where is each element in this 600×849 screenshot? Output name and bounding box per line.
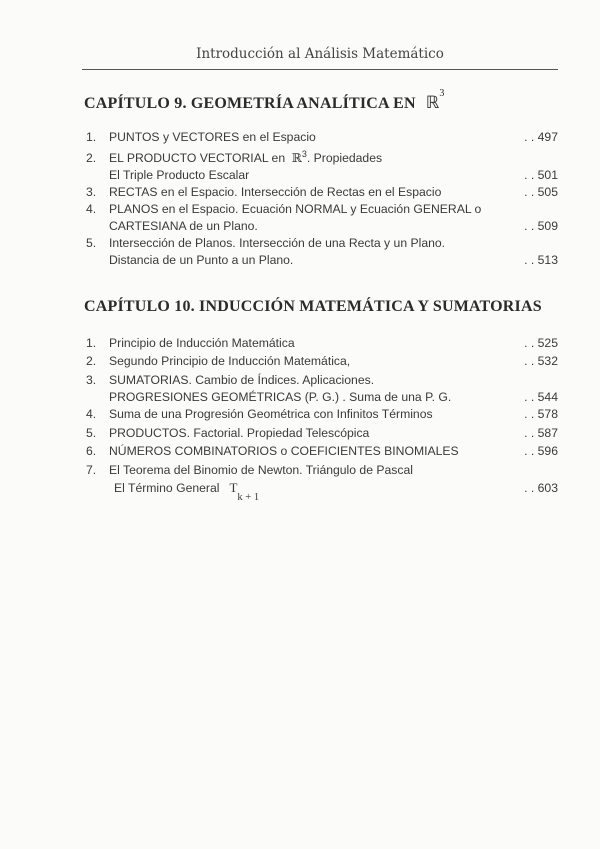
entry-number: 6. (86, 444, 97, 458)
entry-title: RECTAS en el Espacio. Intersección de Rectas en el Espacio (109, 185, 442, 199)
r3-inline-symbol: ℝ (291, 151, 302, 165)
entry-title: Principio de Inducción Matemática (109, 336, 295, 350)
entry-title: Suma de una Progresión Geométrica con Infinitos Términos (109, 407, 433, 421)
entry-page: . . 509 (524, 218, 558, 233)
toc-entry-10-6[interactable] (84, 443, 558, 460)
toc-entry-10-4[interactable] (84, 406, 558, 423)
entry-title-cont: Distancia de un Punto a un Plano. (109, 252, 294, 267)
entry-page: . . 505 (524, 185, 558, 199)
entry-number: 3. (86, 185, 97, 199)
entry-number: 5. (86, 236, 97, 250)
entry-page: . . 532 (524, 354, 558, 368)
entry-number: 3. (86, 373, 97, 387)
chapter-10-title: CAPÍTULO 10. INDUCCIÓN MATEMÁTICA Y SUMATORIAS (84, 298, 542, 315)
entry-title: PUNTOS y VECTORES en el Espacio (109, 130, 316, 144)
entry-number: 4. (86, 202, 97, 216)
entry-title: EL PRODUCTO VECTORIAL en ℝ$^3$. Propiedades (109, 149, 383, 165)
toc-entry-9-2[interactable] (84, 150, 558, 184)
entry-page: . . 525 (524, 336, 558, 350)
toc-entry-9-4[interactable] (84, 201, 558, 235)
entry-number: 7. (86, 463, 97, 477)
entry-title-cont: CARTESIANA de un Plano. (109, 218, 258, 233)
toc-entry-9-5[interactable] (84, 235, 558, 269)
entry-number: 4. (86, 407, 97, 421)
r3-exponent: 3 (439, 87, 445, 99)
r3-inline-exponent: 3 (301, 149, 307, 159)
entry-number: 5. (86, 426, 97, 440)
entry-title-cont: El Término General Tk + 1 (114, 479, 260, 503)
entry-page: . . 544 (524, 389, 558, 404)
entry-number: 2. (86, 354, 97, 368)
entry-title-cont: El Triple Producto Escalar (109, 167, 250, 182)
entry-page: . . 513 (524, 252, 558, 267)
toc-entry-9-1[interactable] (84, 129, 558, 146)
toc-entry-10-2[interactable] (84, 353, 558, 370)
running-head: Introducción al Análisis Matemático (196, 46, 444, 62)
header-rule (82, 69, 558, 70)
toc-entry-9-3[interactable] (84, 184, 558, 201)
r3-symbol: ℝ (425, 93, 440, 112)
term-subscript: k + 1 (237, 491, 260, 503)
chapter-9-heading (84, 87, 445, 113)
chapter-9-title: CAPÍTULO 9. GEOMETRÍA ANALÍTICA EN (84, 95, 416, 112)
entry-page: . . 501 (524, 167, 558, 182)
entry-title: SUMATORIAS. Cambio de Índices. Aplicaciones. (109, 373, 375, 387)
entry-title: PLANOS en el Espacio. Ecuación NORMAL y Ecuación GENERAL o (109, 202, 482, 216)
entry-title: El Teorema del Binomio de Newton. Triángulo de Pascal (109, 463, 413, 477)
entry-number: 1. (86, 130, 97, 144)
toc-entry-10-5[interactable] (84, 425, 558, 442)
term-symbol: T (229, 479, 238, 495)
toc-entry-10-7[interactable] (84, 462, 558, 503)
entry-page: . . 603 (524, 480, 558, 495)
toc-entry-10-3[interactable] (84, 372, 558, 406)
entry-title-cont: PROGRESIONES GEOMÉTRICAS (P. G.) . Suma de una P. G. (109, 389, 452, 404)
entry-title: NÚMEROS COMBINATORIOS o COEFICIENTES BINOMIALES (109, 444, 459, 458)
entry-page: . . 596 (524, 444, 558, 458)
entry-number: 2. (86, 151, 97, 165)
entry-title: PRODUCTOS. Factorial. Propiedad Telescópica (109, 426, 370, 440)
entry-page: . . 497 (524, 130, 558, 144)
toc-entry-10-1[interactable] (84, 335, 558, 352)
entry-page: . . 587 (524, 426, 558, 440)
chapter-10-heading (84, 298, 542, 316)
entry-page: . . 578 (524, 407, 558, 421)
entry-number: 1. (86, 336, 97, 350)
entry-title: Intersección de Planos. Intersección de una Recta y un Plano. (109, 236, 446, 250)
entry-title: Segundo Principio de Inducción Matemática, (109, 354, 351, 368)
